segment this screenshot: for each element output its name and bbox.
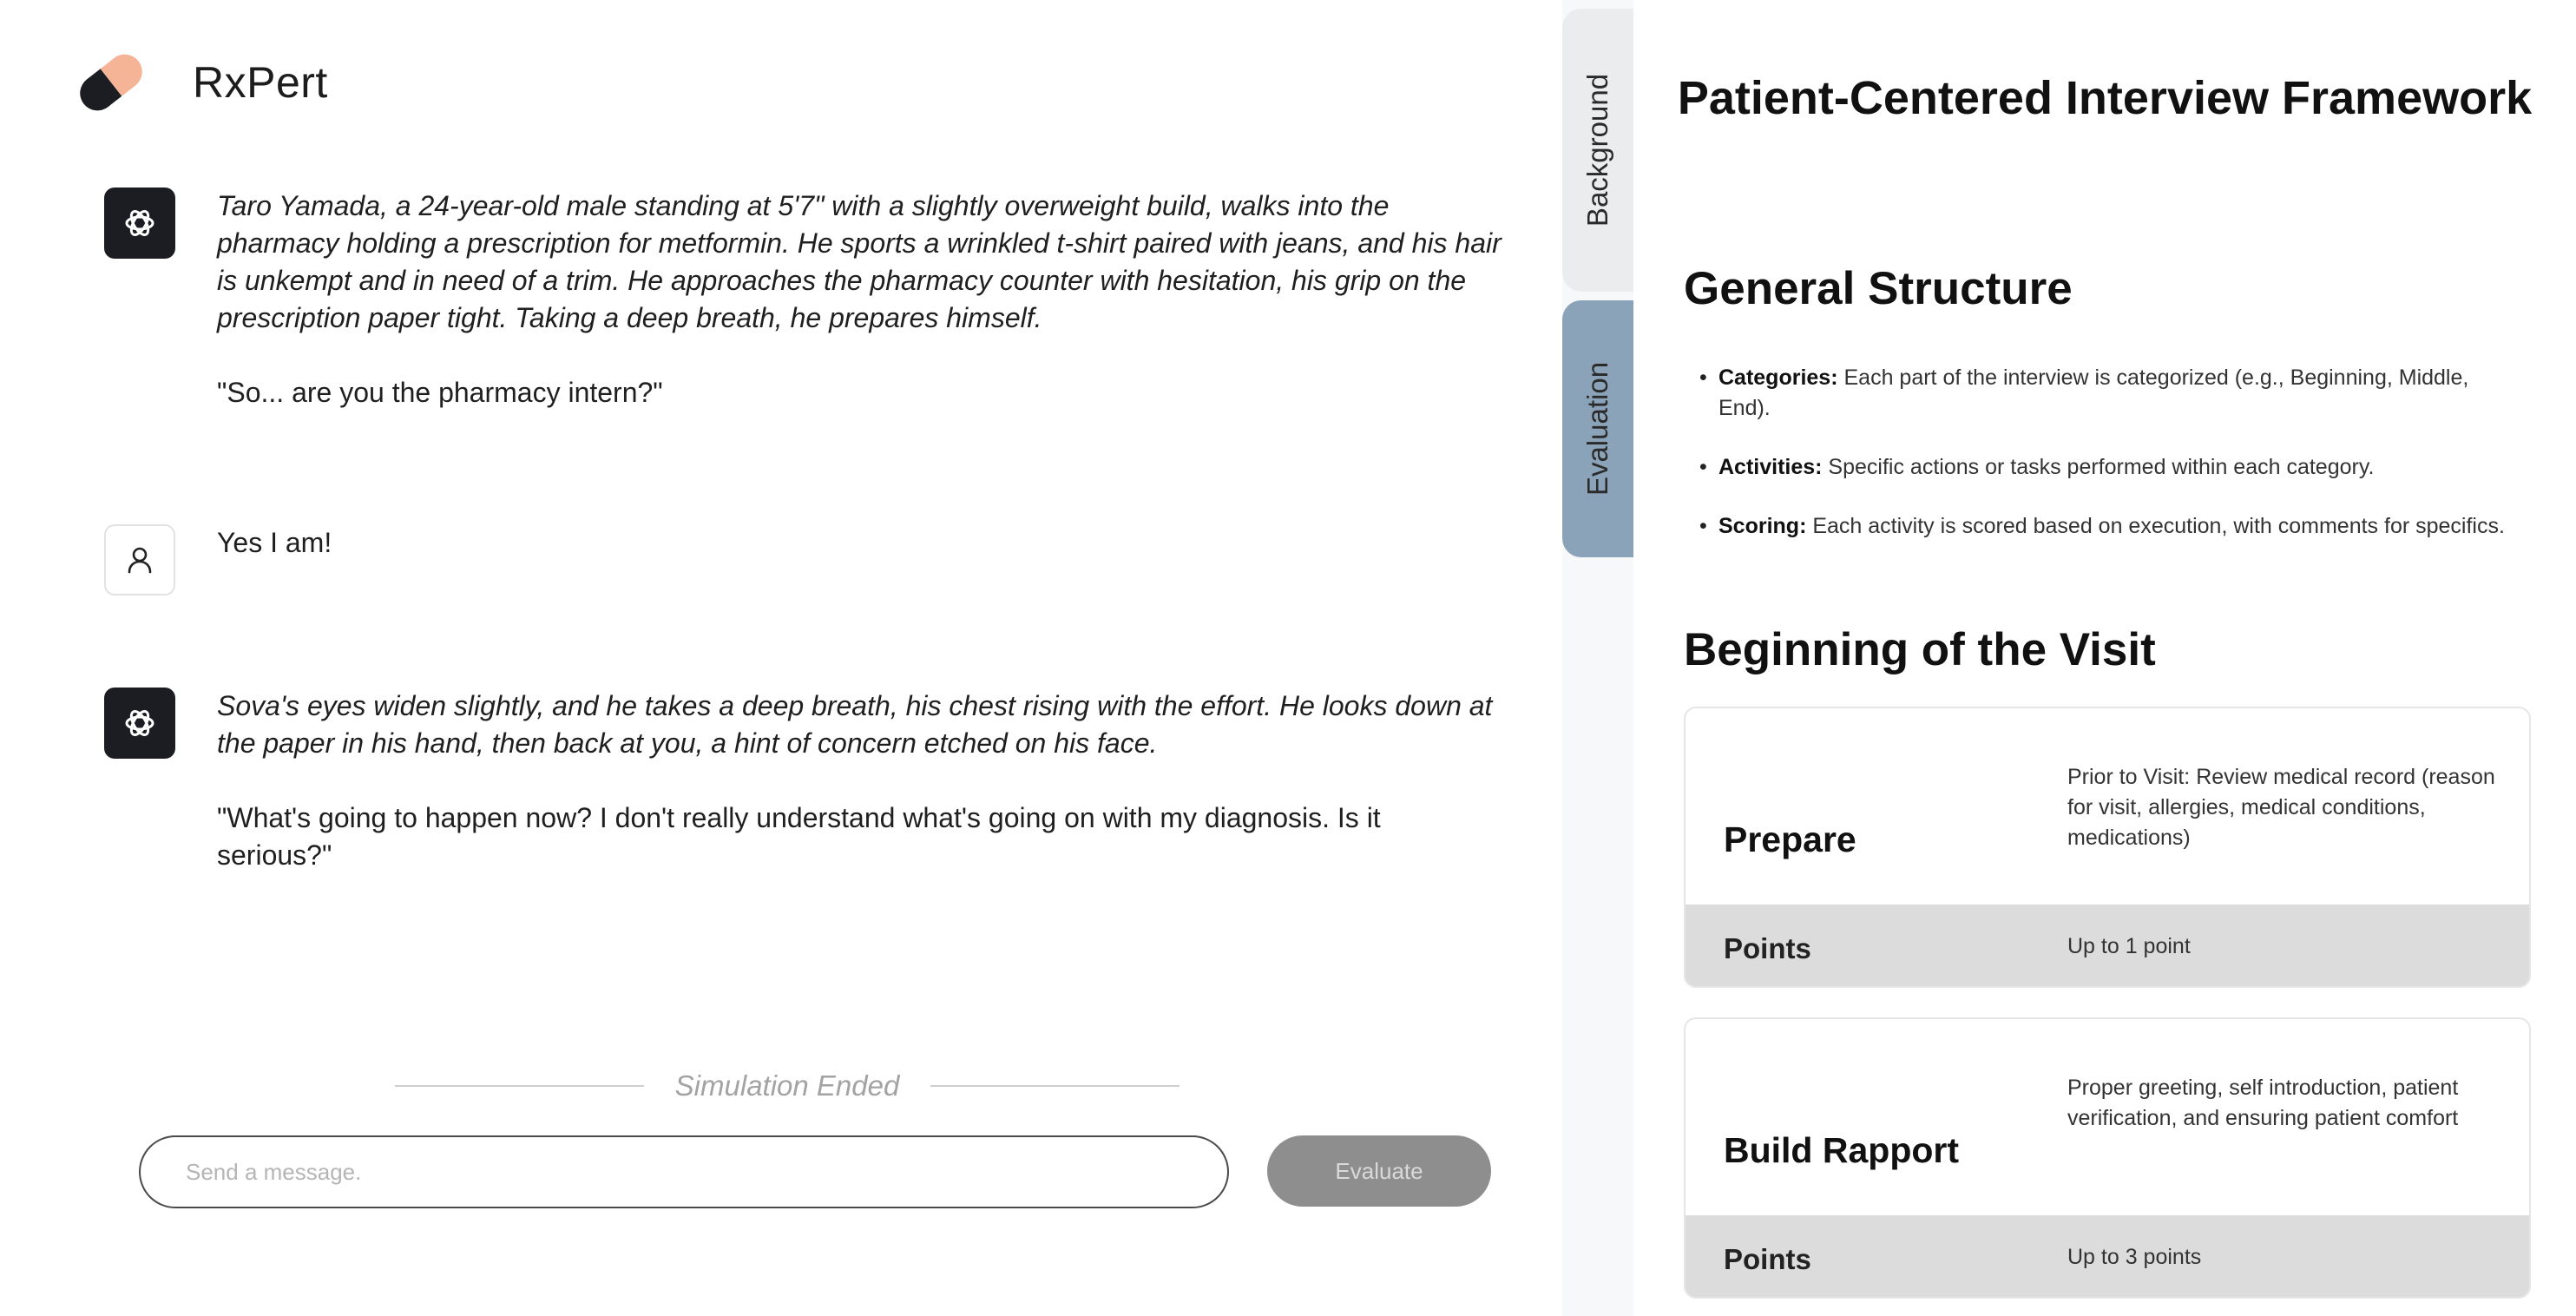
section-heading-general: General Structure xyxy=(1684,263,2073,314)
chat-message-user xyxy=(104,524,1502,595)
message-content xyxy=(217,188,1502,411)
message-input[interactable] xyxy=(141,1137,1227,1207)
points-label: Points xyxy=(1724,1243,1811,1275)
openai-icon xyxy=(121,204,159,242)
message-speech: "What's going to happen now? I don't really understand what's going on with my diagnosis. Is it serious?" xyxy=(217,802,1381,871)
simulation-status xyxy=(395,1066,1180,1106)
message-text: Yes I am! xyxy=(217,527,332,558)
chat-message-assistant xyxy=(104,188,1502,411)
general-structure-list xyxy=(1718,363,2526,570)
activity-points-row xyxy=(1686,1215,2529,1299)
simulation-status-text: Simulation Ended xyxy=(674,1069,900,1102)
assistant-avatar xyxy=(104,188,175,259)
points-value: Up to 1 point xyxy=(2067,934,2191,958)
activity-name: Prepare xyxy=(1724,819,1856,859)
points-label: Points xyxy=(1724,932,1811,964)
activity-points-row xyxy=(1686,905,2529,988)
tab-evaluation-label: Evaluation xyxy=(1581,361,1614,497)
assistant-avatar xyxy=(104,688,175,759)
openai-icon xyxy=(121,704,159,742)
section-heading-beginning: Beginning of the Visit xyxy=(1684,624,2156,675)
framework-title: Patient-Centered Interview Framework xyxy=(1677,72,2533,124)
list-item xyxy=(1718,452,2526,483)
tab-evaluation[interactable] xyxy=(1562,300,1633,557)
bullet-text: Each activity is scored based on execution, with comments for specifics. xyxy=(1806,514,2505,538)
activity-card-build-rapport xyxy=(1684,1017,2531,1299)
message-content xyxy=(217,688,1502,874)
activity-description: Prior to Visit: Review medical record (reason for visit, allergies, medical conditions, medications) xyxy=(2067,765,2495,850)
bullet-term: Scoring: xyxy=(1718,514,1807,538)
activity-name: Build Rapport xyxy=(1724,1130,1960,1170)
activity-card-body xyxy=(1686,1019,2529,1215)
list-item xyxy=(1718,511,2526,542)
user-avatar xyxy=(104,524,175,595)
app-header xyxy=(68,43,328,122)
tab-background-label: Background xyxy=(1581,73,1613,227)
activity-description: Proper greeting, self introduction, patient verification, and ensuring patient comfort xyxy=(2067,1076,2459,1130)
activity-card-body xyxy=(1686,708,2529,905)
divider xyxy=(930,1085,1180,1087)
user-icon xyxy=(122,543,157,577)
framework-panel xyxy=(1633,0,2576,1316)
message-content xyxy=(217,524,1502,562)
bullet-text: Each part of the interview is categorized (e.g., Beginning, Middle, End). xyxy=(1718,365,2469,420)
bullet-text: Specific actions or tasks performed within each category. xyxy=(1822,455,2375,479)
tab-background[interactable] xyxy=(1562,9,1633,292)
side-tab-bar xyxy=(1562,0,1633,1316)
bullet-term: Activities: xyxy=(1718,455,1823,479)
message-narration: Sova's eyes widen slightly, and he takes a deep breath, his chest rising with the effort. He looks down at the paper in his hand, then back at you, a hint of concern etched on his face. xyxy=(217,690,1493,759)
list-item xyxy=(1718,363,2526,424)
message-speech: "So... are you the pharmacy intern?" xyxy=(217,377,663,408)
activity-card-prepare xyxy=(1684,707,2531,988)
points-value: Up to 3 points xyxy=(2067,1245,2202,1269)
message-narration: Taro Yamada, a 24-year-old male standing at 5'7" with a slightly overweight build, walks into the pharmacy holding a prescription for metformin. He sports a wrinkled t-shirt paired with jeans, and his hair is unkempt and in need of a trim. He approaches the pharmacy counter with hesitation, his grip on the prescription paper tight. Taking a deep breath, he prepares himself. xyxy=(217,190,1502,333)
message-composer xyxy=(139,1135,1229,1208)
pill-logo-icon xyxy=(68,43,154,122)
app-title: RxPert xyxy=(193,58,328,107)
divider xyxy=(395,1085,644,1087)
evaluate-button[interactable]: Evaluate xyxy=(1267,1135,1491,1207)
bullet-term: Categories: xyxy=(1718,365,1838,390)
chat-message-assistant xyxy=(104,688,1502,874)
